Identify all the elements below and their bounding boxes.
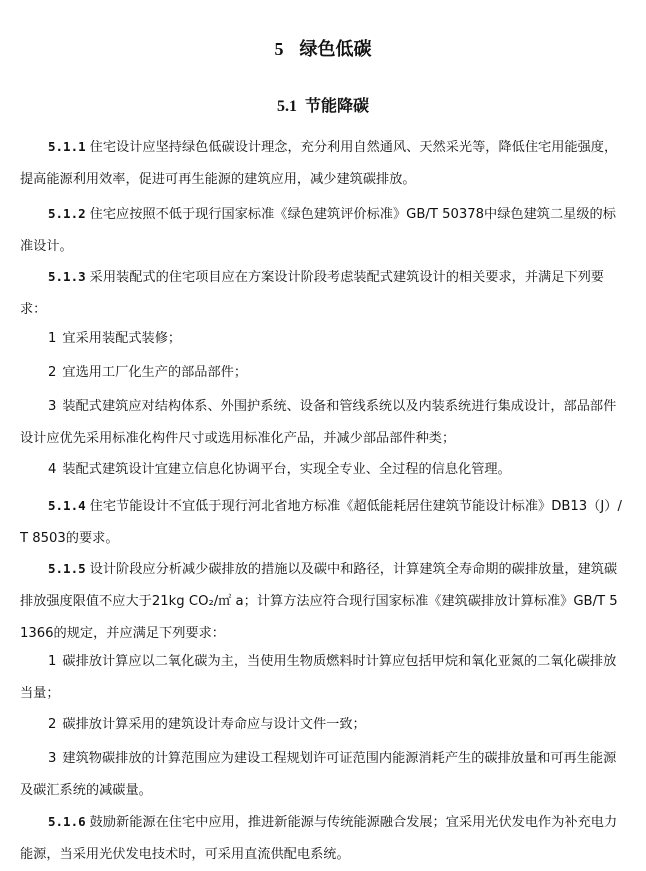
item-text: 碳排放计算应以二氧化碳为主，当使用生物质燃料时计算应包括甲烷和氧化亚氮的二氧化碳排放当量； <box>20 654 617 701</box>
clause-text: 住宅设计应坚持绿色低碳设计理念，充分利用自然通风、天然采光等，降低住宅用能强度，提高能源利用效率，促进可再生能源的建筑应用，减少建筑碳排放。 <box>20 140 618 187</box>
item-number: 1 <box>48 331 57 346</box>
item-text: 碳排放计算采用的建筑设计寿命应与设计文件一致； <box>62 717 366 732</box>
clause-text: 采用装配式的住宅项目应在方案设计阶段考虑装配式建筑设计的相关要求，并满足下列要求： <box>20 270 604 317</box>
list-item <box>20 646 626 710</box>
section-number: 5.1 <box>276 98 297 115</box>
clause-5-1-1 <box>20 131 626 196</box>
list-item <box>20 323 626 355</box>
clause-number: 5.1.1 <box>48 139 86 154</box>
item-number: 3 <box>48 399 57 414</box>
list-item <box>20 357 626 389</box>
item-text: 宜选用工厂化生产的部品部件； <box>62 365 248 380</box>
clause-5-1-4 <box>20 490 626 555</box>
clause-number: 5.1.3 <box>48 269 86 284</box>
item-text: 装配式建筑设计宜建立信息化协调平台，实现全专业、全过程的信息化管理。 <box>62 462 511 477</box>
clause-text: 设计阶段应分析减少碳排放的措施以及碳中和路径，计算建筑全寿命期的碳排放量，建筑碳排放强度限值不应大于21kg CO₂/㎡ a；计算方法应符合现行国家标准《建筑碳排放计算标准》GB/T 51366的规定，并应满足下列要求： <box>20 562 618 641</box>
item-text: 建筑物碳排放的计算范围应为建设工程规划许可证范围内能源消耗产生的碳排放量和可再生能源及碳汇系统的减碳量。 <box>20 751 617 798</box>
clause-text: 住宅应按照不低于现行国家标准《绿色建筑评价标准》GB/T 50378中绿色建筑二星级的标准设计。 <box>20 207 616 254</box>
item-number: 4 <box>48 462 57 477</box>
list-item <box>20 454 626 486</box>
clause-number: 5.1.6 <box>48 814 86 829</box>
list-item <box>20 743 626 807</box>
item-text: 装配式建筑应对结构体系、外围护系统、设备和管线系统以及内装系统进行集成设计，部品部件设计应优先采用标准化构件尺寸或选用标准化产品，并减少部品部件种类； <box>20 399 617 446</box>
section-title: 节能降碳 <box>304 96 369 115</box>
clause-text: 鼓励新能源在住宅中应用，推进新能源与传统能源融合发展；宜采用光伏发电作为补充电力能源，当采用光伏发电技术时，可采用直流供配电系统。 <box>20 815 618 862</box>
clause-number: 5.1.2 <box>48 206 86 221</box>
chapter-number: 5 <box>274 39 284 59</box>
clause-text: 住宅节能设计不宜低于现行河北省地方标准《超低能耗居住建筑节能设计标准》DB13（J）/T 8503的要求。 <box>20 499 622 546</box>
chapter-heading <box>0 34 646 64</box>
clause-number: 5.1.5 <box>48 561 86 576</box>
clause-5-1-6 <box>20 806 626 871</box>
item-number: 3 <box>48 751 57 766</box>
chapter-title: 绿色低碳 <box>299 39 372 60</box>
list-item <box>20 391 626 455</box>
clause-5-1-2 <box>20 198 626 263</box>
clause-5-1-3 <box>20 261 626 326</box>
clause-5-1-5 <box>20 553 626 650</box>
item-text: 宜采用装配式装修； <box>62 331 182 346</box>
item-number: 2 <box>48 365 57 380</box>
item-number: 2 <box>48 717 57 732</box>
clause-number: 5.1.4 <box>48 498 86 513</box>
item-number: 1 <box>48 654 57 669</box>
section-heading <box>0 92 646 120</box>
list-item <box>20 709 626 741</box>
